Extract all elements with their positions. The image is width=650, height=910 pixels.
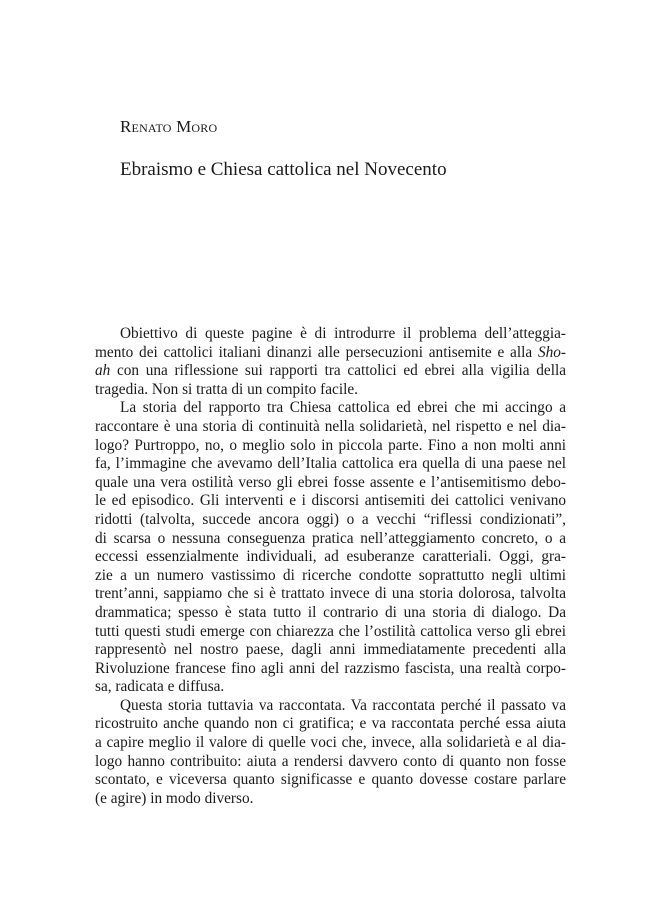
text-line: Questa storia tuttavia va raccontata. Va raccontata perché il passato va — [120, 696, 566, 714]
author-name: Renato Moro — [120, 117, 218, 136]
text-line: ridotti (talvolta, succede ancora oggi) o a vecchi “riflessi condizionati”, — [95, 510, 566, 528]
text-line: La storia del rapporto tra Chiesa cattolica ed ebrei che mi accingo a — [120, 399, 566, 417]
text-line: fa, l’immagine che avevamo dell’Italia cattolica era quella di una paese nel — [95, 455, 566, 473]
text-line: Obiettivo di queste pagine è di introdurre il problema dell’atteggia- — [120, 325, 566, 342]
text-line: drammatica; spesso è stata tutto il contrario di una storia di dialogo. Da — [95, 603, 566, 621]
text-line: le ed episodico. Gli interventi e i discorsi antisemiti dei cattolici venivano — [95, 492, 566, 510]
chapter-title: Ebraismo e Chiesa cattolica nel Novecento — [120, 159, 447, 180]
body-text — [95, 325, 566, 808]
text-line: rappresentò nel nostro paese, dagli anni immediatamente precedenti alla — [95, 641, 566, 659]
text-line: zie a un numero vastissimo di ricerche condotte soprattutto negli ultimi — [95, 566, 566, 584]
text-line: logo hanno contribuito: aiuta a rendersi davvero conto di quanto non fosse — [95, 752, 566, 770]
text-line: ah con una riflessione sui rapporti tra cattolici ed ebrei alla vigilia della — [95, 362, 566, 380]
text-line: eccessi essenzialmente individuali, ad esuberanze caratteriali. Oggi, gra- — [95, 548, 566, 566]
text-line: quale una vera ostilità verso gli ebrei fosse assente e l’antisemitismo debo- — [95, 473, 566, 491]
text-line: Rivoluzione francese fino agli anni del razzismo fascista, una realtà corpo- — [95, 659, 566, 677]
text-line: tragedia. Non si tratta di un compito facile. — [95, 380, 358, 398]
text-line: scontato, e viceversa quanto significasse e quanto dovesse costare parlare — [95, 771, 566, 789]
text-line: tutti questi studi emerge con chiarezza che l’ostilità cattolica verso gli ebrei — [95, 622, 566, 640]
text-line: di scarsa o nessuna conseguenza pratica nell’atteggiamento concreto, o a — [95, 529, 566, 547]
text-line: sa, radicata e diffusa. — [95, 678, 225, 696]
text-line: logo? Purtroppo, no, o meglio solo in piccola parte. Fino a non molti anni — [95, 436, 566, 454]
text-line: mento dei cattolici italiani dinanzi alle persecuzioni antisemite e alla Sho- — [95, 343, 566, 361]
text-line: ricostruito anche quando non ci gratifica; e va raccontata perché essa aiuta — [95, 715, 566, 733]
text-line: raccontare è una storia di continuità nella solidarietà, nel rispetto e nel dia- — [95, 417, 566, 435]
text-line: a capire meglio il valore di quelle voci che, invece, alla solidarietà e al dia- — [95, 734, 566, 752]
text-line: (e agire) in modo diverso. — [95, 789, 254, 807]
text-line: trent’anni, sappiamo che si è trattato invece di una storia dolorosa, talvolta — [95, 585, 566, 603]
